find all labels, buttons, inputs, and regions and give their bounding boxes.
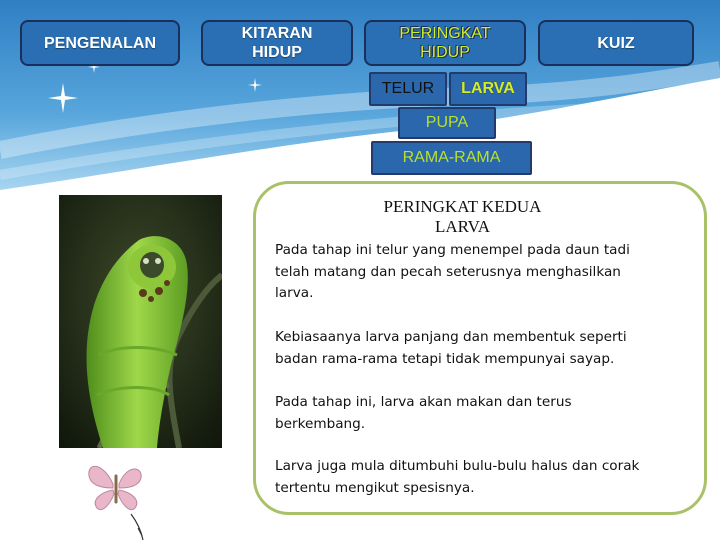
nav-kitaran-line2: HIDUP <box>252 44 302 61</box>
paragraph-1: Pada tahap ini telur yang menempel pada daun tadi telah matang dan pecah seterusnya menghasilkan larva. <box>275 242 630 301</box>
nav-pengenalan-label: PENGENALAN <box>43 34 156 52</box>
nav-kuiz-label: KUIZ <box>597 34 635 52</box>
paragraph-4: Larva juga mula ditumbuhi bulu-bulu halus dan corak tertentu mengikut spesisnya. <box>275 458 640 496</box>
stage-telur-label: TELUR <box>381 80 435 97</box>
caterpillar-photo <box>59 195 222 448</box>
stage-telur-button[interactable] <box>369 72 447 106</box>
sparkle-icon <box>48 83 78 113</box>
stage-larva-button[interactable] <box>449 72 527 106</box>
content-title-line1: PERINGKAT KEDUA <box>383 197 542 216</box>
nav-kuiz-button[interactable] <box>538 20 694 66</box>
nav-kitaran-hidup-button[interactable] <box>201 20 353 66</box>
stage-larva-label: LARVA <box>461 80 515 97</box>
content-title <box>330 197 595 237</box>
nav-pengenalan-button[interactable] <box>20 20 180 66</box>
stage-rama-rama-button[interactable] <box>371 141 532 175</box>
nav-kitaran-line1: KITARAN <box>241 25 313 42</box>
nav-peringkat-line1: PERINGKAT <box>399 25 491 42</box>
nav-peringkat-line2: HIDUP <box>420 44 470 61</box>
content-title-line2: LARVA <box>434 217 490 236</box>
sparkle-icon <box>248 78 262 92</box>
butterfly-icon <box>83 458 149 542</box>
stage-pupa-button[interactable] <box>398 107 496 139</box>
stage-rama-rama-label: RAMA-RAMA <box>402 149 501 166</box>
stage-pupa-label: PUPA <box>425 114 469 131</box>
paragraph-2: Kebiasaanya larva panjang dan membentuk seperti badan rama-rama tetapi tidak mempunyai sayap. <box>275 329 627 367</box>
paragraph-3: Pada tahap ini, larva akan makan dan terus berkembang. <box>275 394 572 432</box>
nav-peringkat-hidup-button[interactable] <box>364 20 526 66</box>
